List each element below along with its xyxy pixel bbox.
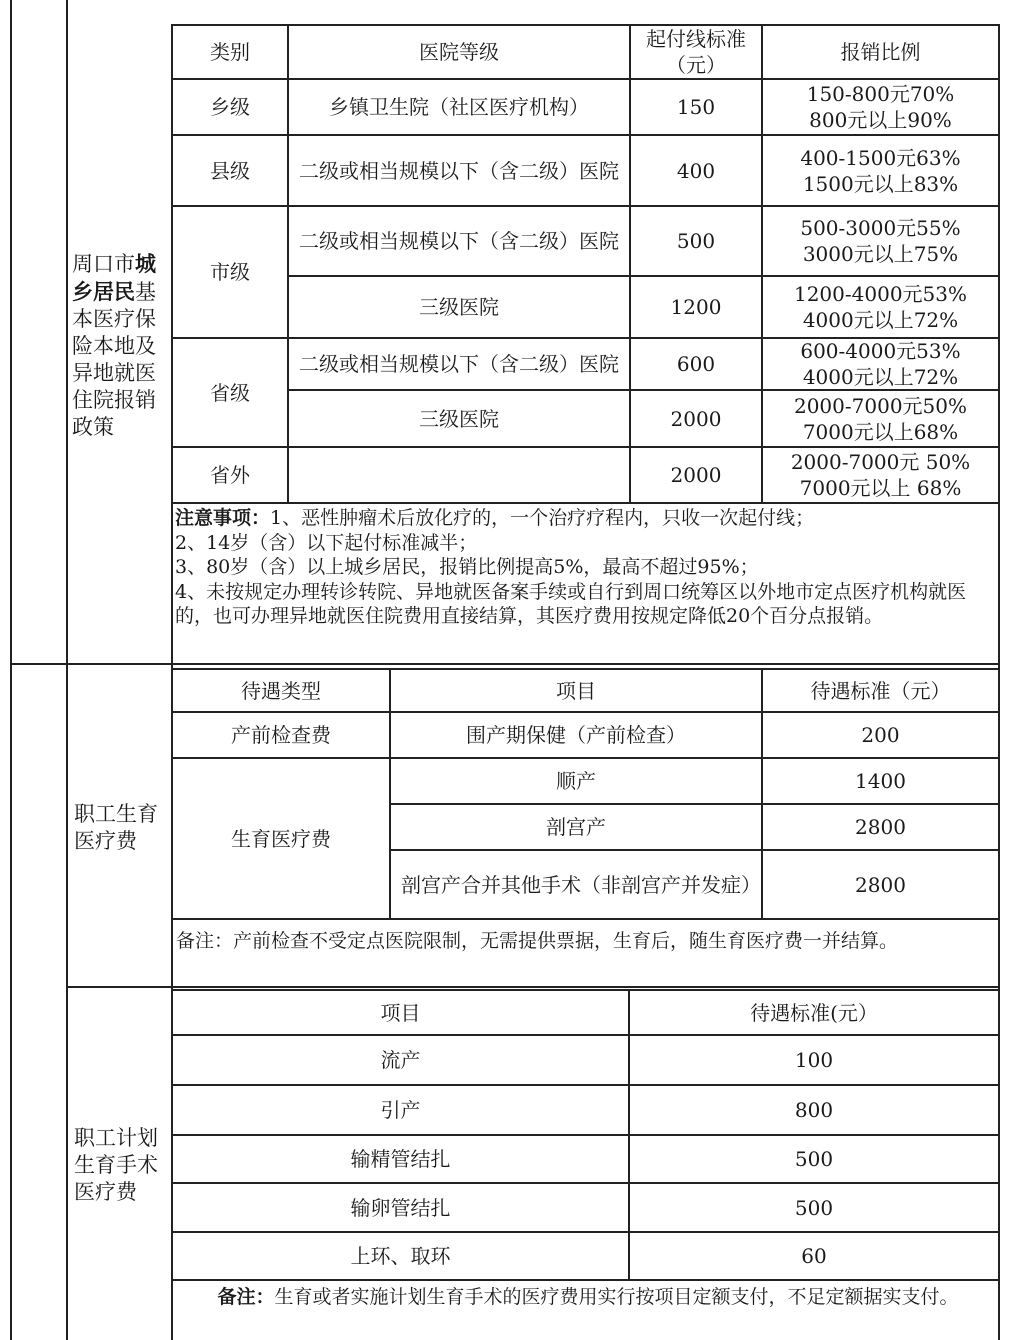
threshold-city-secondary: 500 xyxy=(676,229,716,253)
ratio-county: 400-1500元63% 1500元以上83% xyxy=(800,145,961,196)
ratio-township: 150-800元70% 800元以上90% xyxy=(806,82,955,132)
category-province: 省级 xyxy=(210,380,250,405)
standard-perinatal-care: 200 xyxy=(861,723,900,747)
ratio-province-secondary: 600-4000元53% 4000元以上72% xyxy=(800,339,961,389)
category-city: 市级 xyxy=(210,260,250,284)
threshold-province-tertiary: 2000 xyxy=(670,406,722,431)
standard-cesarean: 2800 xyxy=(855,815,906,839)
type-prenatal: 产前检查费 xyxy=(231,723,331,747)
standard-induced-labor: 800 xyxy=(794,1098,834,1122)
hospital-out-of-province xyxy=(289,448,629,502)
threshold-city-tertiary: 1200 xyxy=(670,295,722,319)
item-abortion: 流产 xyxy=(380,1048,421,1072)
note-family-planning: 备注：生育或者实施计划生育手术的医疗费用实行按项目定额支付，不足定额据实支付。 xyxy=(217,1286,959,1308)
standard-abortion: 100 xyxy=(794,1048,834,1072)
item-iud: 上环、取环 xyxy=(350,1244,451,1268)
item-induced-labor: 引产 xyxy=(380,1098,421,1122)
threshold-out-of-province: 2000 xyxy=(670,463,722,487)
ratio-province-tertiary: 2000-7000元50% 7000元以上68% xyxy=(793,393,967,444)
notes-urban-rural: 注意事项：1、恶性肿瘤术后放化疗的，一个治疗疗程内，只收一次起付线； 2、14岁（含）以下起付标准减半； 3、80岁（含）以上城乡居民，报销比例提高5%，最高不超过95%； 4、未按规定办理转诊转院、异地就医备案手续或自行到周口统筹区以外地市定点医疗机构就医的，也可办理异地就医住院费用直接结算，其医疗费用按规定降低20个百分点报销。 xyxy=(175,507,967,627)
side-label-urban-rural: 周口市城乡居民基本医疗保险本地及异地就医住院报销政策 xyxy=(72,250,156,439)
type-childbirth: 生育医疗费 xyxy=(231,826,331,851)
category-out-of-province: 省外 xyxy=(210,463,250,487)
content-right-border xyxy=(998,24,1000,1340)
hospital-city-secondary: 二级或相当规模以下（含二级）医院 xyxy=(299,229,619,253)
hospital-county: 二级或相当规模以下（含二级）医院 xyxy=(299,158,619,183)
header-category: 类别 xyxy=(210,40,250,64)
threshold-county: 400 xyxy=(676,158,716,183)
item-vasectomy: 输精管结扎 xyxy=(350,1147,451,1171)
standard-vasectomy: 500 xyxy=(794,1147,834,1171)
standard-iud: 60 xyxy=(801,1244,827,1268)
hospital-province-tertiary: 三级医院 xyxy=(419,406,499,431)
outer-left-border xyxy=(10,0,12,1340)
header-fp-standard: 待遇标准(元） xyxy=(750,1000,878,1025)
category-township: 乡级 xyxy=(210,95,250,119)
header-ratio: 报销比例 xyxy=(840,40,921,64)
hospital-city-tertiary: 三级医院 xyxy=(419,295,499,319)
ratio-out-of-province: 2000-7000元 50% 7000元以上 68% xyxy=(790,450,971,500)
side-label-family-planning: 职工计划生育手术医疗费 xyxy=(74,1125,158,1204)
note-maternity: 备注：产前检查不受定点医院限制，无需提供票据，生育后，随生育医疗费一并结算。 xyxy=(176,930,899,952)
item-tubal-ligation: 输卵管结扎 xyxy=(350,1195,451,1220)
ratio-city-secondary: 500-3000元55% 3000元以上75% xyxy=(800,216,961,266)
item-cesarean-combined: 剖宫产合并其他手术（非剖宫产并发症） xyxy=(401,872,761,897)
header-fp-item: 项目 xyxy=(380,1000,421,1025)
item-perinatal-care: 围产期保健（产前检查） xyxy=(466,723,686,747)
side-label-maternity: 职工生育医疗费 xyxy=(74,802,158,853)
header-threshold: 起付线标准（元） xyxy=(646,27,746,77)
threshold-province-secondary: 600 xyxy=(676,352,716,376)
hospital-province-secondary: 二级或相当规模以下（含二级）医院 xyxy=(299,352,619,376)
standard-tubal-ligation: 500 xyxy=(794,1195,834,1220)
header-maternity-standard: 待遇标准（元） xyxy=(810,678,951,703)
ratio-city-tertiary: 1200-4000元53% 4000元以上72% xyxy=(793,282,967,332)
item-natural-birth: 顺产 xyxy=(556,769,596,793)
header-maternity-item: 项目 xyxy=(556,678,596,703)
side-column-left-border xyxy=(66,0,68,1340)
header-hospital-level: 医院等级 xyxy=(419,40,499,64)
header-benefit-type: 待遇类型 xyxy=(241,678,321,703)
item-cesarean: 剖宫产 xyxy=(546,815,606,839)
standard-cesarean-combined: 2800 xyxy=(855,872,906,897)
threshold-township: 150 xyxy=(676,95,716,119)
standard-natural-birth: 1400 xyxy=(855,769,906,793)
category-county: 县级 xyxy=(210,158,250,183)
hospital-township: 乡镇卫生院（社区医疗机构） xyxy=(329,95,589,119)
